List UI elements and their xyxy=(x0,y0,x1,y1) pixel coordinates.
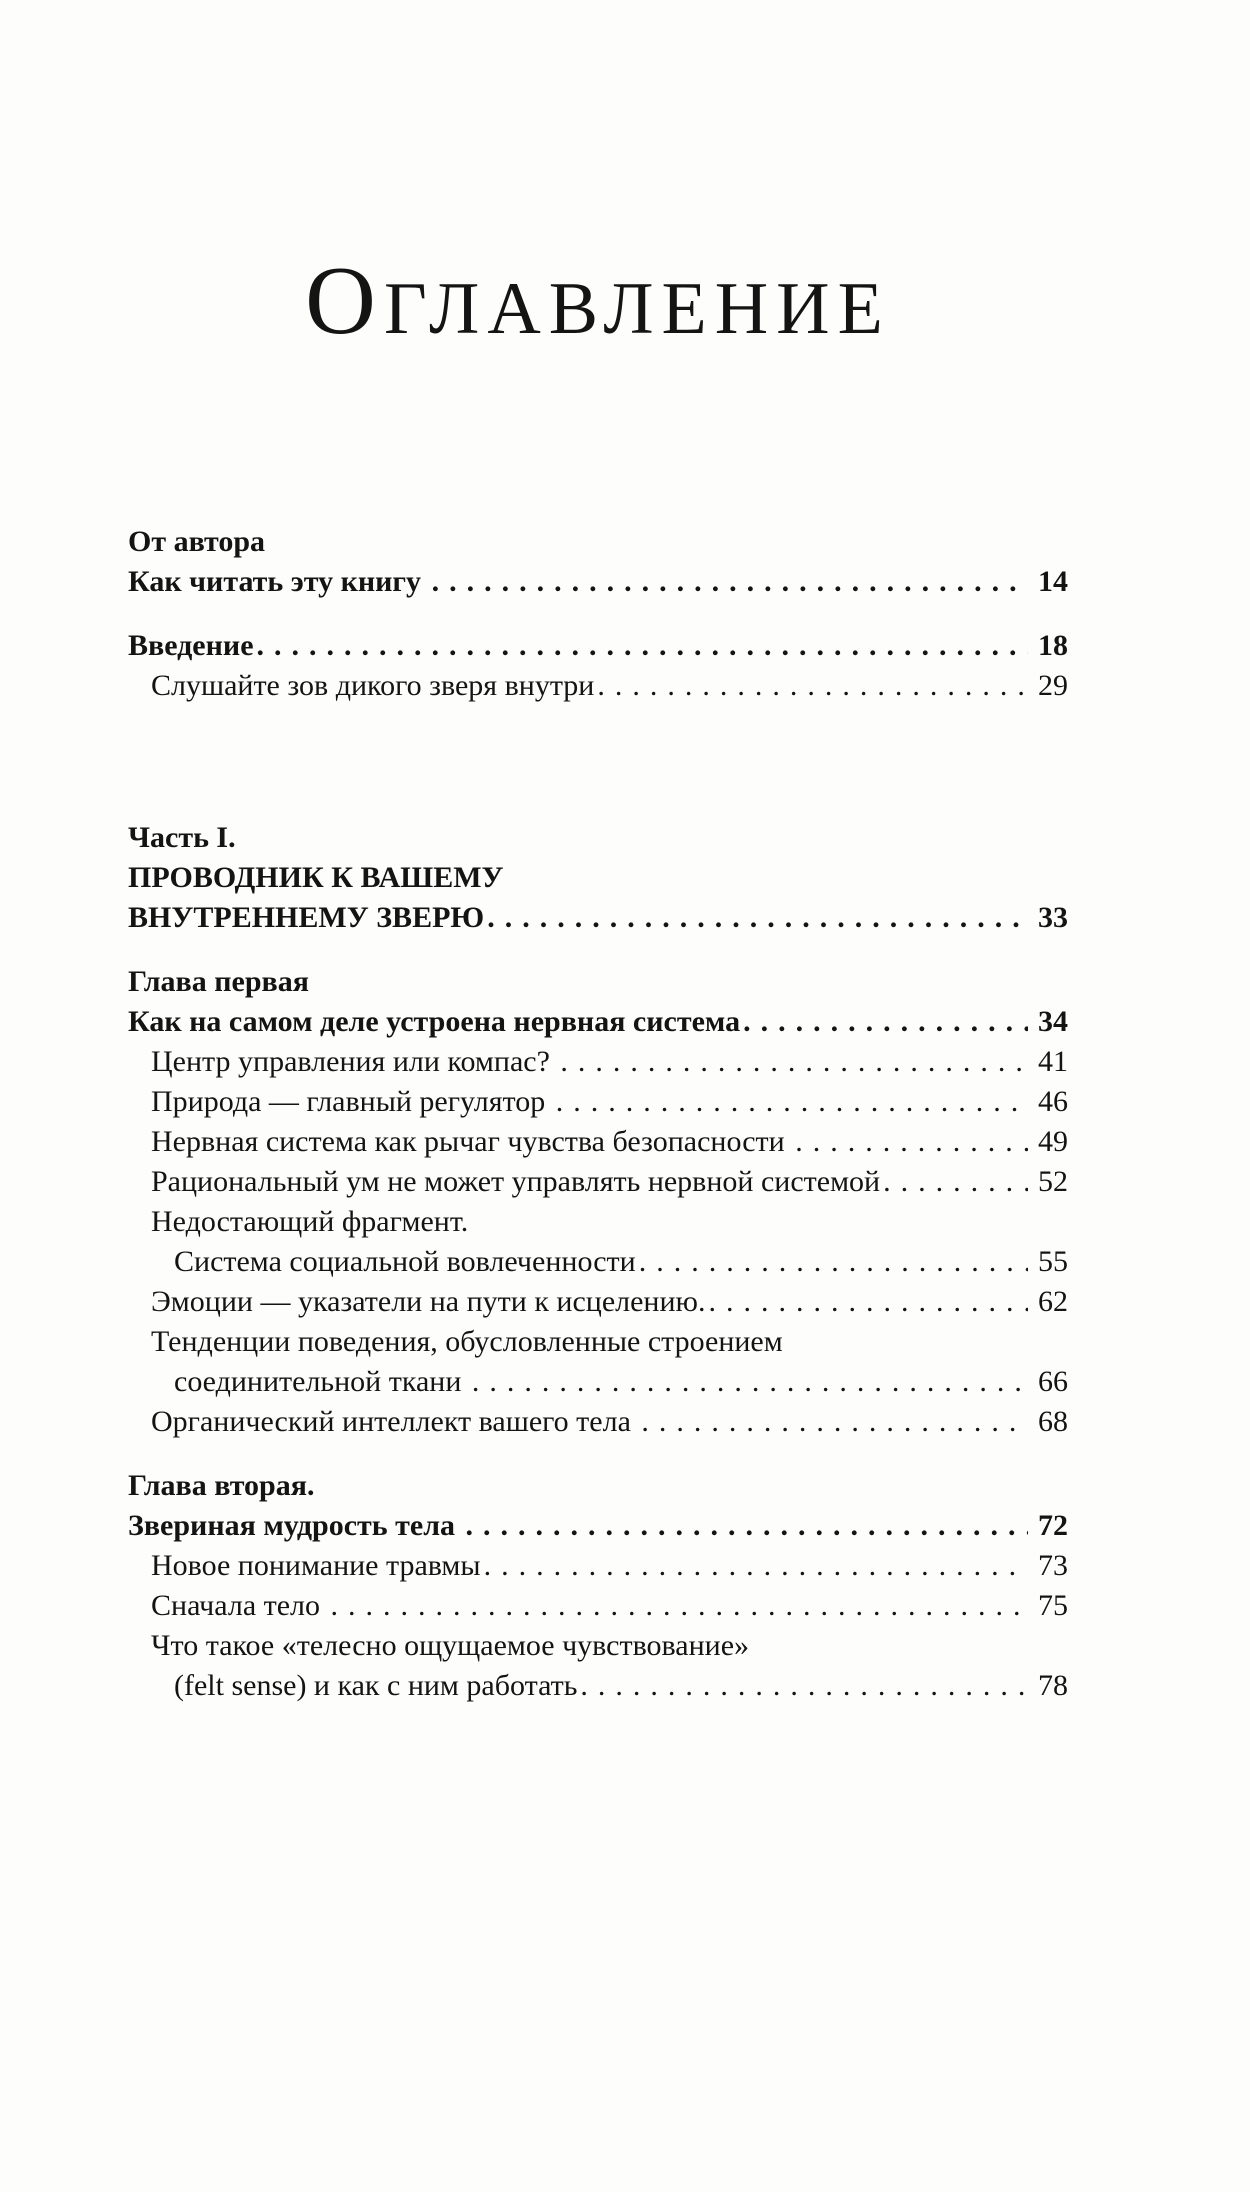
toc-entry-label: Эмоции — указатели на пути к исцелению. xyxy=(151,1285,706,1318)
toc-entry-page-number: 46 xyxy=(1038,1085,1068,1118)
toc-entry-label: Глава первая xyxy=(128,965,309,998)
toc xyxy=(128,522,1068,1706)
toc-entry-page-number: 73 xyxy=(1038,1549,1068,1582)
leader-dots xyxy=(743,1002,1028,1042)
toc-entry xyxy=(128,562,1068,602)
toc-group xyxy=(128,522,1068,602)
toc-entry-label: соединительной ткани xyxy=(174,1365,469,1398)
page-title-initial: О xyxy=(305,247,384,355)
toc-entry-label: Тенденции поведения, обусловленные строением xyxy=(151,1325,783,1358)
toc-entry xyxy=(128,522,1068,562)
toc-entry xyxy=(128,1002,1068,1042)
toc-entry-label: Часть I. xyxy=(128,821,236,854)
toc-entry-label: Сначала тело xyxy=(151,1589,328,1622)
toc-entry-page-number: 33 xyxy=(1038,901,1068,934)
toc-entry-page-number: 52 xyxy=(1038,1165,1068,1198)
toc-entry xyxy=(128,1122,1068,1162)
leader-dots xyxy=(560,1042,1028,1082)
book-page xyxy=(0,247,1250,2192)
toc-entry xyxy=(128,1362,1068,1402)
toc-entry-page-number: 29 xyxy=(1038,669,1068,702)
toc-entry-page-number: 41 xyxy=(1038,1045,1068,1078)
toc-entry-label: Рациональный ум не может управлять нервной системой xyxy=(151,1165,881,1198)
leader-dots xyxy=(331,1586,1028,1626)
toc-entry-label: Природа — главный регулятор xyxy=(151,1085,553,1118)
toc-entry xyxy=(128,1586,1068,1626)
toc-group xyxy=(128,962,1068,1442)
leader-dots xyxy=(257,626,1028,666)
toc-entry-label: Глава вторая. xyxy=(128,1469,315,1502)
toc-entry xyxy=(128,1626,1068,1666)
toc-group xyxy=(128,1466,1068,1706)
toc-entry-label: Недостающий фрагмент. xyxy=(151,1205,469,1238)
toc-entry-page-number: 14 xyxy=(1038,565,1068,598)
toc-entry xyxy=(128,1506,1068,1546)
toc-entry-label: Введение xyxy=(128,629,254,662)
leader-dots xyxy=(484,1546,1028,1586)
toc-entry-page-number: 34 xyxy=(1038,1005,1068,1038)
toc-entry-label: Как читать эту книгу xyxy=(128,565,429,598)
toc-entry-label: Как на самом деле устроена нервная система xyxy=(128,1005,741,1038)
toc-entry xyxy=(128,1202,1068,1242)
toc-entry-page-number: 66 xyxy=(1038,1365,1068,1398)
toc-entry-label: Новое понимание травмы xyxy=(151,1549,481,1582)
toc-entry xyxy=(128,1082,1068,1122)
leader-dots xyxy=(639,1242,1028,1282)
toc-entry xyxy=(128,666,1068,706)
leader-dots xyxy=(487,898,1028,938)
leader-dots xyxy=(432,562,1028,602)
page-title xyxy=(128,247,1068,355)
toc-entry xyxy=(128,858,1068,898)
leader-dots xyxy=(472,1362,1028,1402)
toc-entry xyxy=(128,1666,1068,1706)
toc-entry xyxy=(128,1242,1068,1282)
toc-entry-page-number: 72 xyxy=(1038,1509,1068,1542)
toc-entry-page-number: 55 xyxy=(1038,1245,1068,1278)
toc-entry-page-number: 62 xyxy=(1038,1285,1068,1318)
leader-dots xyxy=(883,1162,1028,1202)
toc-entry xyxy=(128,1466,1068,1506)
page-title-rest: ГЛАВЛЕНИЕ xyxy=(383,268,891,350)
leader-dots xyxy=(641,1402,1028,1442)
toc-entry-label: ПРОВОДНИК К ВАШЕМУ xyxy=(128,861,504,894)
toc-entry xyxy=(128,626,1068,666)
toc-entry xyxy=(128,1322,1068,1362)
leader-dots xyxy=(795,1122,1028,1162)
toc-entry xyxy=(128,962,1068,1002)
toc-group xyxy=(128,818,1068,938)
toc-entry-label: От автора xyxy=(128,525,266,558)
toc-entry-page-number: 75 xyxy=(1038,1589,1068,1622)
toc-entry-page-number: 18 xyxy=(1038,629,1068,662)
toc-group xyxy=(128,626,1068,706)
toc-entry-label: (felt sense) и как с ним работать xyxy=(174,1669,578,1702)
toc-entry-label: Система социальной вовлеченности xyxy=(174,1245,636,1278)
toc-entry-page-number: 68 xyxy=(1038,1405,1068,1438)
toc-entry xyxy=(128,1402,1068,1442)
leader-dots xyxy=(556,1082,1028,1122)
toc-entry-label: Звериная мудрость тела xyxy=(128,1509,463,1542)
leader-dots xyxy=(597,666,1028,706)
toc-entry xyxy=(128,818,1068,858)
leader-dots xyxy=(466,1506,1028,1546)
leader-dots xyxy=(580,1666,1028,1706)
toc-entry-page-number: 49 xyxy=(1038,1125,1068,1158)
toc-entry xyxy=(128,898,1068,938)
toc-entry-label: Центр управления или компас? xyxy=(151,1045,558,1078)
toc-entry xyxy=(128,1162,1068,1202)
toc-entry-label: Нервная система как рычаг чувства безопасности xyxy=(151,1125,793,1158)
toc-entry-page-number: 78 xyxy=(1038,1669,1068,1702)
toc-entry-label: ВНУТРЕННЕМУ ЗВЕРЮ xyxy=(128,901,485,934)
toc-entry xyxy=(128,1546,1068,1586)
leader-dots xyxy=(708,1282,1028,1322)
toc-entry-label: Слушайте зов дикого зверя внутри xyxy=(151,669,595,702)
toc-entry-label: Органический интеллект вашего тела xyxy=(151,1405,639,1438)
toc-entry xyxy=(128,1042,1068,1082)
toc-entry xyxy=(128,1282,1068,1322)
toc-entry-label: Что такое «телесно ощущаемое чувствование» xyxy=(151,1629,750,1662)
